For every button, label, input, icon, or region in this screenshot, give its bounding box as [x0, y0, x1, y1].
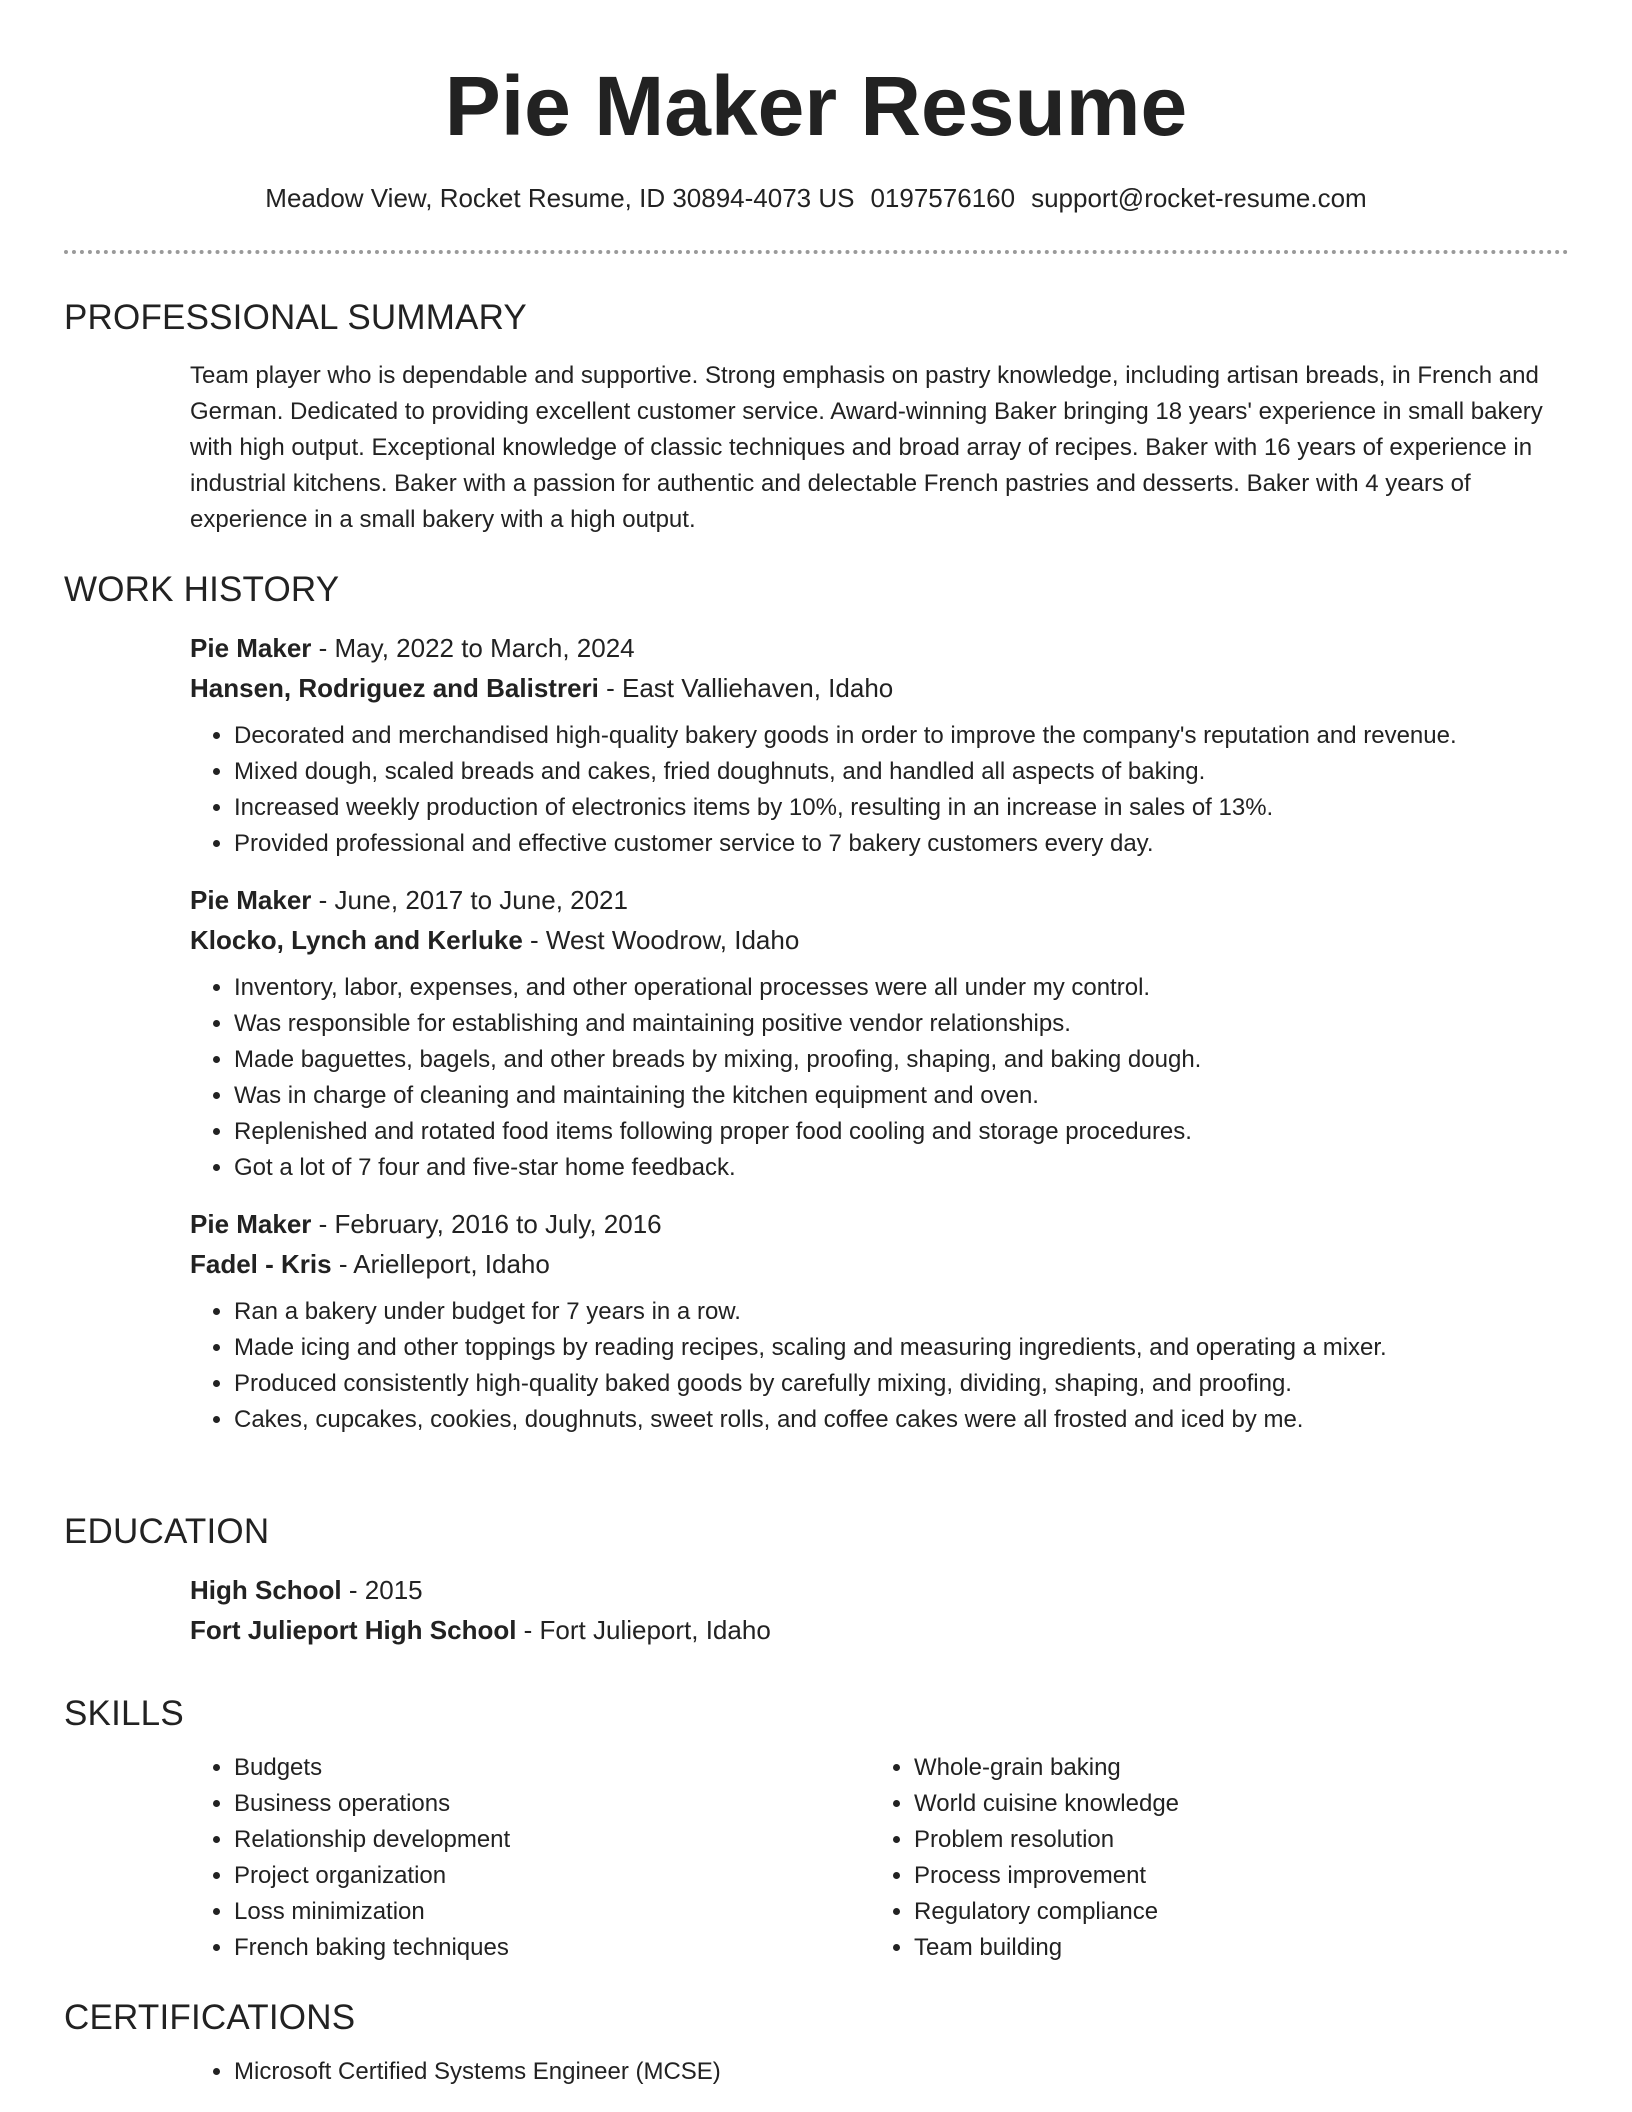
education-degree-line [190, 1570, 1569, 1610]
section-title-summary: PROFESSIONAL SUMMARY [64, 298, 527, 337]
skill-item: • Loss minimization [234, 1894, 870, 1930]
job-bullet: • Provided professional and effective customer service to 7 bakery customers every day. [234, 826, 1569, 862]
education-degree: High School [190, 1575, 342, 1605]
job-bullet: • Produced consistently high-quality baked goods by carefully mixing, dividing, shaping, and proofing. [234, 1366, 1569, 1402]
email-text: support@rocket-resume.com [1031, 183, 1367, 213]
certifications-section [64, 1996, 1569, 2090]
resume-title: Pie Maker Resume [444, 59, 1188, 153]
job-company: Klocko, Lynch and Kerluke [190, 925, 523, 955]
job-bullets [190, 1294, 1569, 1438]
job-role-line [190, 628, 1569, 668]
job-role: Pie Maker [190, 1209, 312, 1239]
education-year: - 2015 [341, 1575, 423, 1605]
skills-list-left [190, 1750, 870, 1966]
job-role: Pie Maker [190, 885, 312, 915]
job-bullet: • Was responsible for establishing and maintaining positive vendor relationships. [234, 1006, 1569, 1042]
summary-section [64, 296, 1569, 538]
job-bullet: • Made baguettes, bagels, and other breads by mixing, proofing, shaping, and baking dough. [234, 1042, 1569, 1078]
work-history-section [64, 568, 1569, 1438]
education-school-line [190, 1610, 1569, 1650]
job-company-line [190, 920, 1569, 960]
skill-item: • Project organization [234, 1858, 870, 1894]
job-company: Hansen, Rodriguez and Balistreri [190, 673, 599, 703]
job-entry [190, 628, 1569, 862]
header-divider [64, 250, 1569, 254]
job-bullet: • Decorated and merchandised high-quality bakery goods in order to improve the company's reputation and revenue. [234, 718, 1569, 754]
phone-text: 0197576160 [870, 183, 1016, 213]
skills-list-right [870, 1750, 1550, 1966]
job-bullet: • Was in charge of cleaning and maintaining the kitchen equipment and oven. [234, 1078, 1569, 1114]
job-bullet: • Mixed dough, scaled breads and cakes, fried doughnuts, and handled all aspects of baking. [234, 754, 1569, 790]
job-dates: - June, 2017 to June, 2021 [311, 885, 628, 915]
section-title-work-history: WORK HISTORY [64, 570, 340, 609]
job-role: Pie Maker [190, 633, 312, 663]
skill-item: • Business operations [234, 1786, 870, 1822]
job-bullets [190, 718, 1569, 862]
skill-item: • Regulatory compliance [914, 1894, 1550, 1930]
summary-text: Team player who is dependable and supportive. Strong emphasis on pastry knowledge, including artisan breads, in French and German. Dedicated to providing excellent customer service. Award-winning Baker bringing 18 years' experience in small bakery with high output. Exceptional knowledge of classic techniques and broad array of recipes. Baker with 16 years of experience in industrial kitchens. Baker with a passion for authentic and delectable French pastries and desserts. Baker with 4 years of experience in a small bakery with a high output. [190, 362, 1543, 533]
job-company-line [190, 668, 1569, 708]
education-section [64, 1510, 1569, 1650]
skill-item: • World cuisine knowledge [914, 1786, 1550, 1822]
job-company-line [190, 1244, 1569, 1284]
certifications-list [190, 2054, 1569, 2090]
job-company: Fadel - Kris [190, 1249, 332, 1279]
skill-item: • Relationship development [234, 1822, 870, 1858]
skill-item: • French baking techniques [234, 1930, 870, 1966]
job-dates: - May, 2022 to March, 2024 [311, 633, 635, 663]
section-title-skills: SKILLS [64, 1694, 184, 1733]
job-role-line [190, 880, 1569, 920]
contact-line [0, 180, 1632, 216]
job-location: - Arielleport, Idaho [331, 1249, 550, 1279]
skills-columns [190, 1750, 1569, 1966]
education-school: Fort Julieport High School [190, 1615, 517, 1645]
skill-item: • Whole-grain baking [914, 1750, 1550, 1786]
job-bullet: • Replenished and rotated food items following proper food cooling and storage procedures. [234, 1114, 1569, 1150]
skill-item: • Process improvement [914, 1858, 1550, 1894]
job-bullet: • Increased weekly production of electronics items by 10%, resulting in an increase in sales of 13%. [234, 790, 1569, 826]
skills-section [64, 1692, 1569, 1966]
section-title-education: EDUCATION [64, 1512, 270, 1551]
job-entry [190, 1204, 1569, 1438]
job-bullet: • Ran a bakery under budget for 7 years in a row. [234, 1294, 1569, 1330]
skill-item: • Team building [914, 1930, 1550, 1966]
job-bullet: • Made icing and other toppings by reading recipes, scaling and measuring ingredients, and operating a mixer. [234, 1330, 1569, 1366]
section-title-certifications: CERTIFICATIONS [64, 1998, 356, 2037]
job-location: - East Valliehaven, Idaho [598, 673, 894, 703]
certification-item: • Microsoft Certified Systems Engineer (MCSE) [234, 2054, 1569, 2090]
job-entry [190, 880, 1569, 1186]
skill-item: • Budgets [234, 1750, 870, 1786]
job-dates: - February, 2016 to July, 2016 [311, 1209, 662, 1239]
job-location: - West Woodrow, Idaho [522, 925, 800, 955]
job-bullet: • Got a lot of 7 four and five-star home feedback. [234, 1150, 1569, 1186]
job-role-line [190, 1204, 1569, 1244]
skill-item: • Problem resolution [914, 1822, 1550, 1858]
address-text: Meadow View, Rocket Resume, ID 30894-4073 US [265, 183, 855, 213]
job-bullets [190, 970, 1569, 1186]
job-bullet: • Cakes, cupcakes, cookies, doughnuts, sweet rolls, and coffee cakes were all frosted and iced by me. [234, 1402, 1569, 1438]
education-location: - Fort Julieport, Idaho [516, 1615, 771, 1645]
job-bullet: • Inventory, labor, expenses, and other operational processes were all under my control. [234, 970, 1569, 1006]
